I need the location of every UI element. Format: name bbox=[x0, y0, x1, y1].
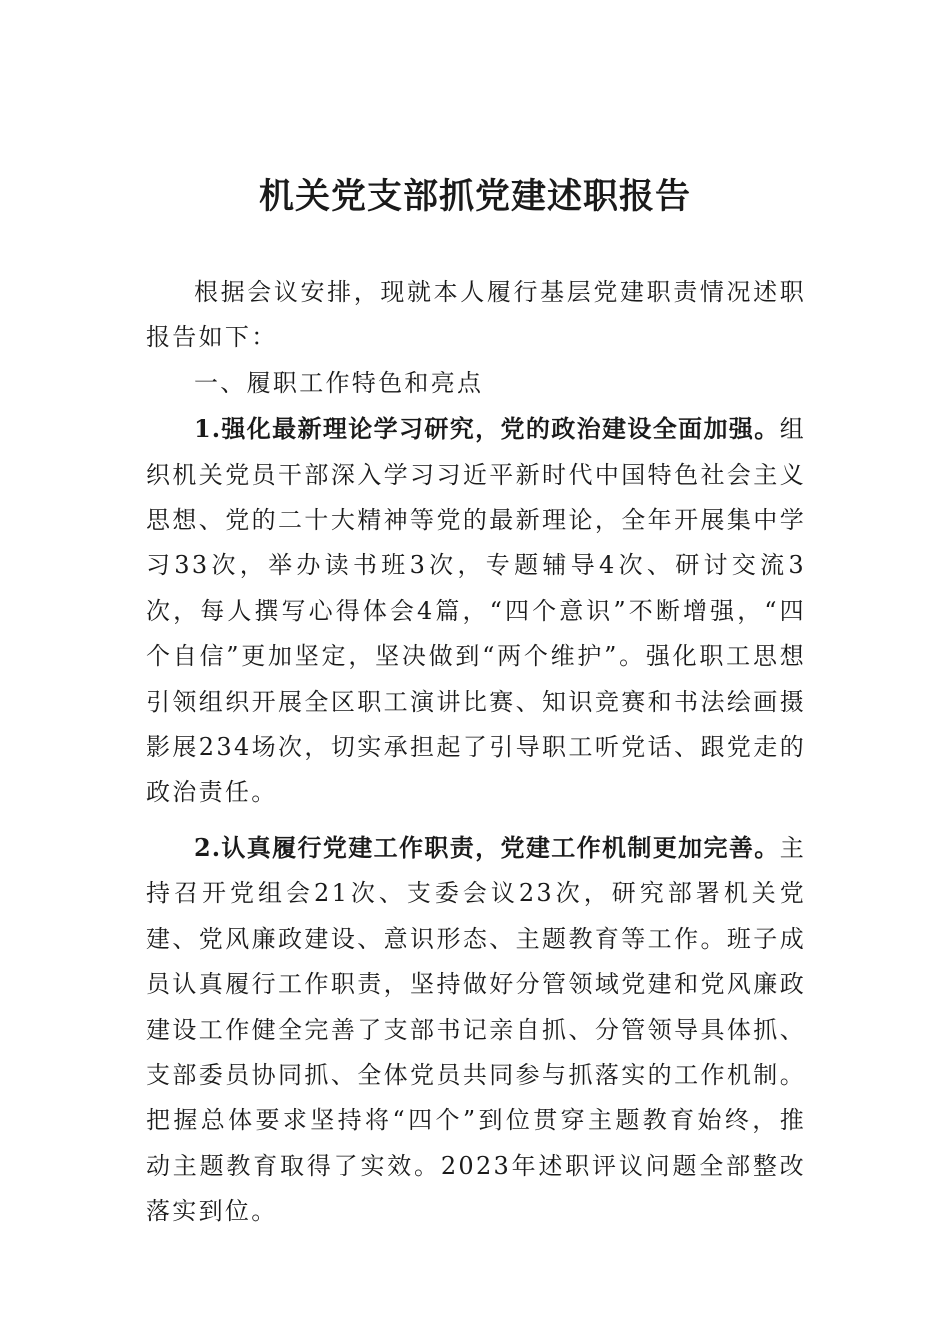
page-title: 机关党支部抓党建述职报告 bbox=[258, 176, 691, 217]
item-paragraph-1 bbox=[146, 406, 806, 816]
item-paragraph-2 bbox=[146, 825, 806, 1235]
item-lead-2: 2.认真履行党建工作职责，党建工作机制更加完善。 bbox=[194, 832, 780, 862]
item-lead-1: 1.强化最新理论学习研究，党的政治建设全面加强。 bbox=[194, 414, 780, 444]
document-body bbox=[146, 270, 806, 1235]
item-text-1: 组织机关党员干部深入学习习近平新时代中国特色社会主义思想、党的二十大精神等党的最新理论，全年开展集中学习33次，举办读书班3次，专题辅导4次、研讨交流3次，每人撰写心得体会4篇，“四个意识”不断增强，“四个自信”更加坚定，坚决做到“两个维护”。强化职工思想引领组织开展全区职工演讲比赛、知识竞赛和书法绘画摄影展234场次，切实承担起了引导职工听党话、跟党走的政治责任。 bbox=[146, 415, 806, 807]
intro-paragraph: 根据会议安排，现就本人履行基层党建职责情况述职报告如下： bbox=[146, 278, 806, 352]
section-heading: 一、履职工作特色和亮点 bbox=[194, 368, 484, 397]
item-text-2: 主持召开党组会21次、支委会议23次，研究部署机关党建、党风廉政建设、意识形态、主题教育等工作。班子成员认真履行工作职责，坚持做好分管领域党建和党风廉政建设工作健全完善了支部书记亲自抓、分管领导具体抓、支部委员协同抓、全体党员共同参与抓落实的工作机制。把握总体要求坚持将“四个”到位贯穿主题教育始终，推动主题教育取得了实效。2023年述职评议问题全部整改落实到位。 bbox=[146, 833, 806, 1226]
